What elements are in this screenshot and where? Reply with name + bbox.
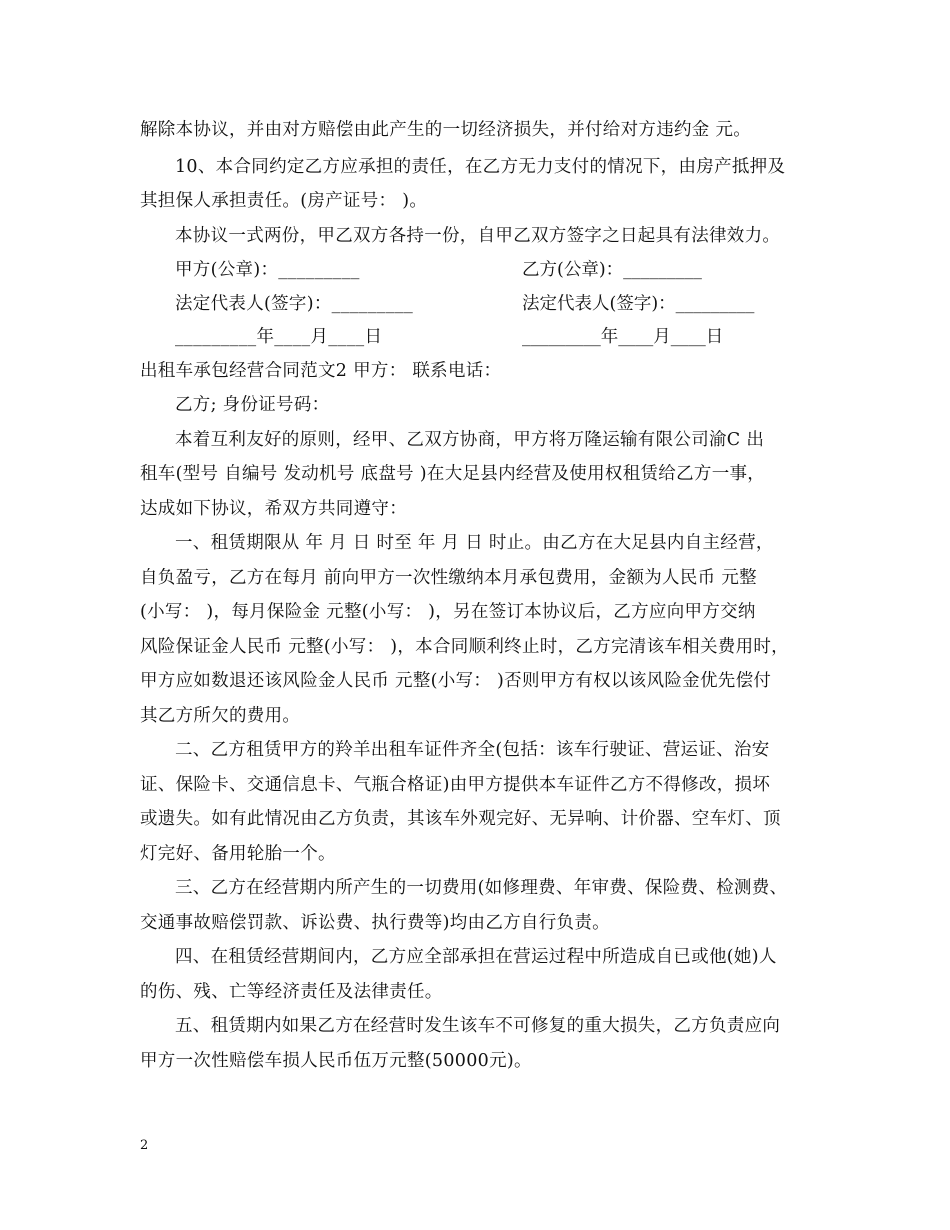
text-line: 10、本合同约定乙方应承担的责任，在乙方无力支付的情况下，由房产抵押及: [175, 157, 786, 177]
text-line: 四、在租赁经营期间内，乙方应全部承担在营运过程中所造成自已或他(她)人: [175, 947, 777, 967]
text-line: 甲方应如数退还该风险金人民币 元整(小写： )否则甲方有权以该风险金优先偿付: [140, 671, 772, 691]
text-line: 一、租赁期限从 年 月 日 时至 年 月 日 时止。由乙方在大足县内自主经营，: [175, 533, 774, 553]
rep-a-signature: 法定代表人(签字)：_________: [175, 294, 414, 314]
text-line: 风险保证金人民币 元整(小写： )，本合同顺利终止时，乙方完清该车相关费用时，: [140, 637, 789, 657]
rep-b-signature: 法定代表人(签字)：_________: [522, 294, 755, 314]
date-b: _________年____月____日: [522, 327, 724, 347]
text-line: 租车(型号 自编号 发动机号 底盘号 )在大足县内经营及使用权租赁给乙方一事，: [140, 464, 766, 484]
text-line: (小写： )，每月保险金 元整(小写： )，另在签订本协议后，乙方应向甲方交纳: [140, 602, 756, 622]
text-line: 二、乙方租赁甲方的羚羊出租车证件齐全(包括：该车行驶证、营运证、治安: [175, 740, 770, 760]
text-line: 的伤、残、亡等经济责任及法律责任。: [140, 982, 443, 1002]
text-line: 本协议一式两份，甲乙双方各持一份，自甲乙双方签字之日起具有法律效力。: [175, 226, 781, 246]
text-line: 解除本协议，并由对方赔偿由此产生的一切经济损失，并付给对方违约金 元。: [140, 120, 752, 140]
text-line: 三、乙方在经营期内所产生的一切费用(如修理费、年审费、保险费、检测费、: [175, 878, 788, 898]
text-line: 灯完好、备用轮胎一个。: [140, 844, 336, 864]
party-a-seal: 甲方(公章)：_________: [175, 260, 360, 280]
party-b-seal: 乙方(公章)：_________: [522, 260, 702, 280]
text-line: 本着互利友好的原则，经甲、乙双方协商，甲方将万隆运输有限公司渝C 出: [175, 430, 765, 450]
text-line: 或遗失。如有此情况由乙方负责，其该车外观完好、无异响、计价器、空车灯、顶: [140, 809, 781, 829]
text-line: 其乙方所欠的费用。: [140, 706, 301, 726]
text-line: 其担保人承担责任。(房产证号： )。: [140, 191, 428, 211]
text-line: 达成如下协议，希双方共同遵守：: [140, 499, 407, 519]
text-line: 五、租赁期内如果乙方在经营时发生该车不可修复的重大损失，乙方负责应向: [175, 1016, 781, 1036]
date-a: _________年____月____日: [175, 327, 383, 347]
text-line: 自负盈亏，乙方在每月 前向甲方一次性缴纳本月承包费用，金额为人民币 元整: [140, 568, 757, 588]
text-line: 交通事故赔偿罚款、诉讼费、执行费等)均由乙方自行负责。: [140, 913, 610, 933]
text-line: 证、保险卡、交通信息卡、气瓶合格证)由甲方提供本车证件乙方不得修改，损坏: [140, 775, 771, 795]
text-line: 甲方一次性赔偿车损人民币伍万元整(50000元)。: [140, 1051, 532, 1071]
page-number: 2: [140, 1138, 149, 1153]
text-line: 乙方; 身份证号码：: [175, 395, 330, 415]
section-heading: 出租车承包经营合同范文2 甲方： 联系电话：: [140, 361, 502, 381]
